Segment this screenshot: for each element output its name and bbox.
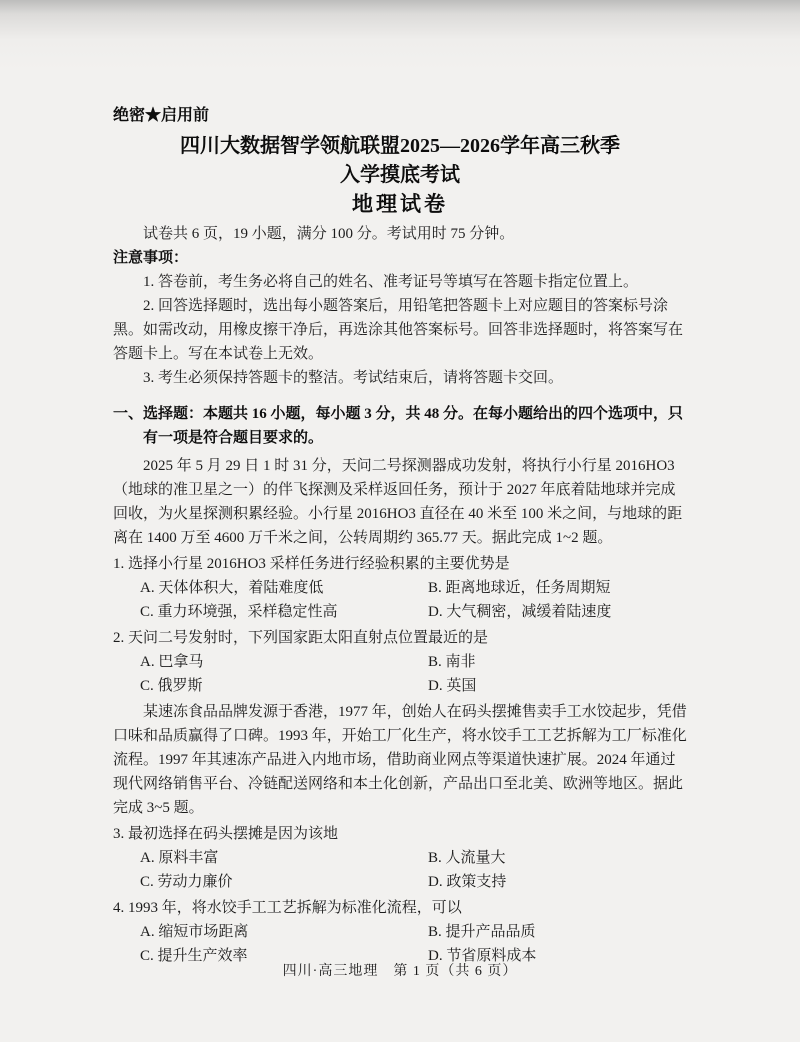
question-1-option-b: B. 距离地球近，任务周期短	[428, 580, 611, 596]
exam-title-line1: 四川大数据智学领航联盟2025—2026学年高三秋季	[180, 135, 620, 157]
page-content	[113, 104, 687, 968]
exam-info: 试卷共 6 页，19 小题，满分 100 分。考试用时 75 分钟。	[143, 226, 515, 242]
question-2-option-b: B. 南非	[428, 654, 476, 670]
notice-item-1: 1. 答卷前，考生务必将自己的姓名、准考证号等填写在答题卡指定位置上。	[143, 274, 639, 290]
question-1	[113, 552, 687, 624]
exam-title-line2: 入学摸底考试	[340, 164, 460, 186]
question-2-option-d: D. 英国	[428, 678, 477, 694]
question-3-option-a: A. 原料丰富	[140, 850, 219, 866]
subject-title: 地理试卷	[352, 192, 448, 216]
question-2-option-a: A. 巴拿马	[140, 654, 204, 670]
question-1-option-c: C. 重力环境强，采样稳定性高	[140, 604, 338, 620]
question-4	[113, 896, 687, 968]
page-footer: 四川·高三地理 第 1 页（共 6 页）	[282, 964, 518, 979]
question-1-option-d: D. 大气稠密，减缓着陆速度	[428, 604, 612, 620]
question-3-options	[113, 846, 687, 894]
exam-title	[113, 132, 687, 190]
question-4-option-a: A. 缩短市场距离	[140, 924, 249, 940]
question-3-option-b: B. 人流量大	[428, 850, 506, 866]
passage-1: 2025 年 5 月 29 日 1 时 31 分，天问二号探测器成功发射，将执行小行星 2016HO3（地球的准卫星之一）的伴飞探测及采样返回任务，预计于 2027 年底着陆地球并完成回收，为火星探测积累经验。小行星 2016HO3 直径在 40 米至 100 米之间，与地球的距离在 1400 万至 4600 万千米之间，公转周期约 365.77 天。据此完成 1~2 题。	[113, 458, 683, 546]
passage-2: 某速冻食品品牌发源于香港，1977 年，创始人在码头摆摊售卖手工水饺起步，凭借口味和品质赢得了口碑。1993 年，开始工厂化生产，将水饺手工工艺拆解为工厂标准化流程。1997 年其速冻产品进入内地市场，借助商业网点等渠道快速扩展。2024 年通过现代网络销售平台、冷链配送网络和本土化创新，产品出口至北美、欧洲等地区。据此完成 3~5 题。	[113, 704, 687, 816]
classification-label: 绝密★启用前	[113, 107, 210, 124]
question-4-stem: 4. 1993 年，将水饺手工工艺拆解为标准化流程，可以	[113, 900, 462, 916]
question-3-stem: 3. 最初选择在码头摆摊是因为该地	[113, 826, 339, 842]
question-4-option-c: C. 提升生产效率	[140, 948, 248, 964]
question-3	[113, 822, 687, 894]
question-4-option-b: B. 提升产品品质	[428, 924, 536, 940]
question-3-option-c: C. 劳动力廉价	[140, 874, 233, 890]
question-2-stem: 2. 天问二号发射时，下列国家距太阳直射点位置最近的是	[113, 630, 489, 646]
notice-item-2: 2. 回答选择题时，选出每小题答案后，用铅笔把答题卡上对应题目的答案标号涂黑。如需改动，用橡皮擦干净后，再选涂其他答案标号。回答非选择题时，将答案写在答题卡上。写在本试卷上无效。	[113, 298, 684, 362]
question-1-stem: 1. 选择小行星 2016HO3 采样任务进行经验积累的主要优势是	[113, 556, 510, 572]
question-2	[113, 626, 687, 698]
question-1-option-a: A. 天体体积大，着陆难度低	[140, 580, 324, 596]
question-3-option-d: D. 政策支持	[428, 874, 507, 890]
section-header: 一、选择题：本题共 16 小题，每小题 3 分，共 48 分。在每小题给出的四个选项中，只有一项是符合题目要求的。	[113, 406, 684, 446]
question-1-options	[113, 576, 687, 624]
notice-header: 注意事项：	[113, 250, 189, 266]
question-4-option-d: D. 节省原料成本	[428, 948, 537, 964]
question-2-options	[113, 650, 687, 698]
notice-item-3: 3. 考生必须保持答题卡的整洁。考试结束后，请将答题卡交回。	[143, 370, 564, 386]
question-2-option-c: C. 俄罗斯	[140, 678, 203, 694]
